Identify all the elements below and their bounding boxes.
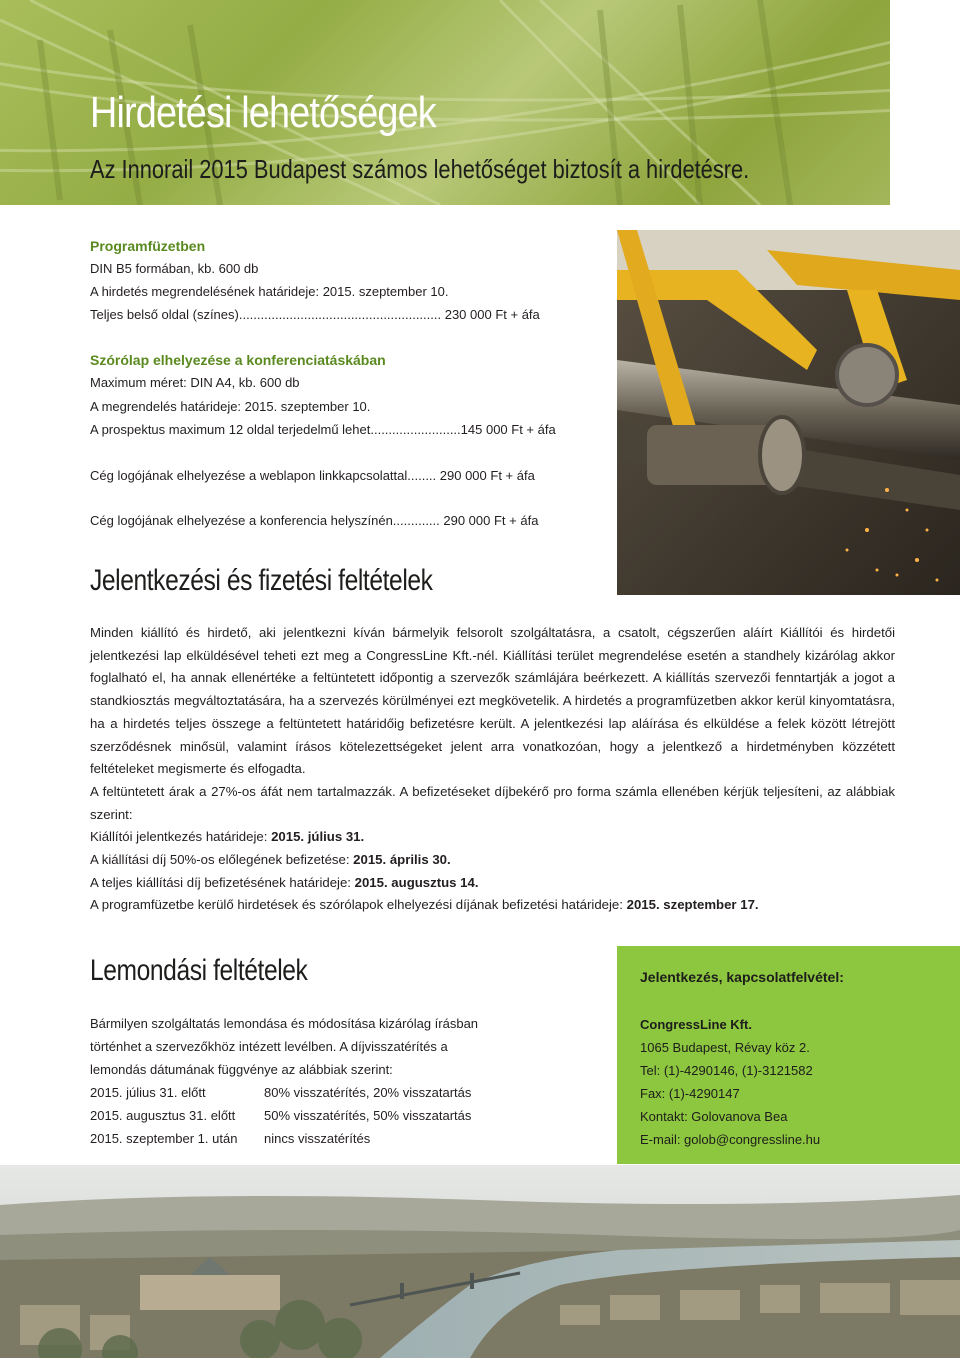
refund-rule-3: nincs visszatérítés: [264, 1131, 371, 1146]
deadline-1: Kiállítói jelentkezés határideje: 2015. július 31.: [90, 829, 365, 845]
deadline-3: A teljes kiállítási díj befizetésének határideje: 2015. augusztus 14.: [90, 874, 479, 890]
cancellation-line-2: történhet a szervezőkhöz intézett levélben. A díjvisszatérítés a: [90, 1039, 448, 1054]
logo-venue-price: Cég logójának elhelyezése a konferencia helyszínén............. 290 000 Ft + áfa: [90, 513, 539, 528]
szorolap-deadline: A megrendelés határideje: 2015. szeptember 10.: [90, 399, 371, 414]
section-heading-lemondas: Lemondási feltételek: [90, 954, 308, 987]
refund-date-3: 2015. szeptember 1. után: [90, 1131, 238, 1146]
conditions-paragraph-2: A feltüntetett árak a 27%-os áfát nem tartalmazzák. A befizetéseket díjbekérő pro forma számla ellenében kérjük teljesíteni, az alábbiak szerint:: [90, 783, 895, 822]
conditions-text: [90, 622, 895, 917]
contact-title: Jelentkezés, kapcsolatfelvétel:: [640, 969, 844, 985]
refund-rule-2: 50% visszatérítés, 50% visszatartás: [264, 1108, 472, 1123]
contact-email[interactable]: E-mail: golob@congressline.hu: [640, 1132, 821, 1147]
contact-person: Kontakt: Golovanova Bea: [640, 1109, 788, 1124]
page-subtitle: Az Innorail 2015 Budapest számos lehetőséget biztosít a hirdetésre.: [90, 154, 750, 184]
deadline-2: A kiállítási díj 50%-os előlegének befizetése: 2015. április 30.: [90, 852, 451, 868]
szorolap-price: A prospektus maximum 12 oldal terjedelmű lehet.........................145 000 Ft + áfa: [90, 422, 556, 437]
contact-phone: Tel: (1)-4290146, (1)-3121582: [640, 1063, 813, 1078]
deadline-4: A programfüzetbe kerülő hirdetések és szórólapok elhelyezési díjának befizetési határideje: 2015. szeptember 17.: [90, 897, 759, 913]
section-heading-szorolap: Szórólap elhelyezése a konferenciatáskában: [90, 352, 386, 368]
contact-box: [617, 946, 960, 1164]
programfuzet-format: DIN B5 formában, kb. 600 db: [90, 261, 259, 276]
programfuzet-deadline: A hirdetés megrendelésének határideje: 2015. szeptember 10.: [90, 284, 449, 299]
refund-date-1: 2015. július 31. előtt: [90, 1085, 206, 1100]
contact-fax: Fax: (1)-4290147: [640, 1086, 740, 1101]
section-heading-programfuzet: Programfüzetben: [90, 238, 206, 254]
rail-cutting-photo: [617, 230, 960, 595]
conditions-paragraph-1: Minden kiállító és hirdető, aki jelentkezni kíván bármelyik felsorolt szolgáltatásra, a csatolt, cégszerűen aláírt Kiállítói és hirdetői jelentkezési lap elküldésével teheti ezt meg a CongressLine Kft.-nél. Kiállítási terület megrendelése esetén a standhely kizárólag akkor foglalható el, ha annak ellenértéke a feltüntetett időpontig a szervezők számlájára beérkezett. A kiállítás szervezői fenntartják a jogot a standkiosztás megváltoztatására, ha a szervezés körülményei ezt megkövetelik. A hirdetés a programfüzetben akkor kerül kinyomtatásra, ha a hirdetés teljes összege a feltüntetett határidőig befizetésre került. A jelentkezési lap aláírása és elküldése a felek között létrejött szerződésnek minősül, valamint írásos kötelezettségeket jelent arra vonatkozóan, hogy a jelentkező a hirdetményben közzétett feltételeket megismerte és elfogadta.: [90, 625, 895, 777]
szorolap-size: Maximum méret: DIN A4, kb. 600 db: [90, 375, 300, 390]
cancellation-line-3: lemondás dátumának függvénye az alábbiak szerint:: [90, 1062, 393, 1077]
contact-company: CongressLine Kft.: [640, 1017, 752, 1032]
section-heading-jelentkezes: Jelentkezési és fizetési feltételek: [90, 564, 433, 597]
page-title: Hirdetési lehetőségek: [90, 88, 436, 137]
budapest-panorama-photo: [0, 1165, 960, 1358]
cancellation-line-1: Bármilyen szolgáltatás lemondása és módosítása kizárólag írásban: [90, 1016, 479, 1031]
contact-address: 1065 Budapest, Révay köz 2.: [640, 1040, 810, 1055]
programfuzet-price: Teljes belső oldal (színes)........................................................ 230 000 Ft + áfa: [90, 307, 540, 322]
logo-web-price: Cég logójának elhelyezése a weblapon linkkapcsolattal........ 290 000 Ft + áfa: [90, 468, 535, 483]
refund-date-2: 2015. augusztus 31. előtt: [90, 1108, 236, 1123]
refund-rule-1: 80% visszatérítés, 20% visszatartás: [264, 1085, 472, 1100]
